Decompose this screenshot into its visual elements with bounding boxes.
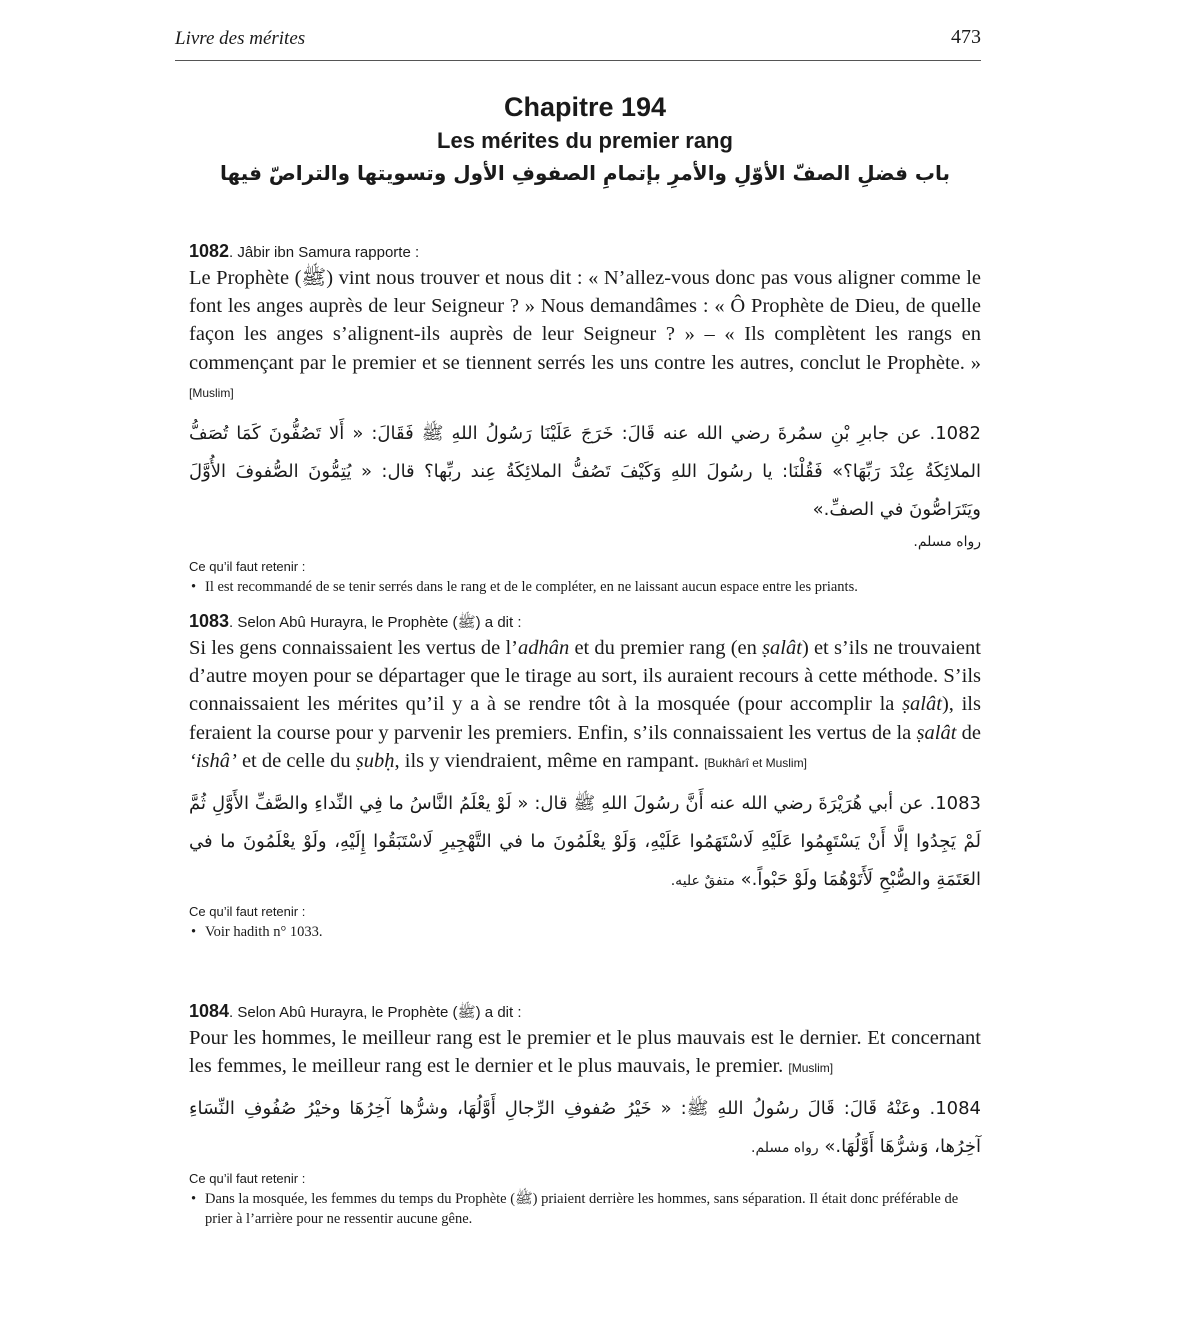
hadith-arabic-text: 1084. وعَنْهُ قَالَ: قَالَ رسُولُ اللهِ ﷺ: « خَيْرُ صُفوفِ الرِّجالِ أَوَّلُهَا، وشرُّها آخِرُهَا وخيْرُ صُفُوفِ النِّسَاءِ آخِرُها، وَشرُّهَا أَوَّلُهَا.»: [189, 1098, 981, 1158]
retain-text: Voir hadith n° 1033.: [205, 924, 323, 941]
page-number: 473: [951, 26, 981, 48]
hadith-number: 1083: [189, 611, 230, 631]
chapter-title-arabic: باب فضلِ الصفّ الأوّلِ والأمرِ بإتمامِ الصفوفِ الأول وتسويتها والتراصّ فيها: [219, 161, 951, 185]
hadith-arabic-source: رواه مسلم.: [913, 534, 981, 551]
retain-item: [189, 922, 981, 942]
text-segment: Si les gens connaissaient les vertus de l’: [189, 637, 518, 659]
term-italic: ṣubḥ: [355, 749, 395, 772]
hadith-1082: [189, 240, 981, 597]
hadith-header: [189, 1000, 981, 1024]
running-head-title: Livre des mérites: [175, 28, 306, 49]
hadith-intro: . Selon Abû Hurayra, le Prophète (ﷺ) a dit :: [229, 614, 522, 631]
hadith-text-body: Pour les hommes, le meilleur rang est le premier et le plus mauvais est le dernier. Et concernant les femmes, le meilleur rang est le dernier et le plus mauvais, le premier.: [189, 1027, 981, 1078]
hadith-text: [189, 634, 981, 777]
hadith-source: [Muslim]: [189, 385, 234, 400]
hadith-header: [189, 610, 981, 634]
hadith-arabic: [189, 1090, 981, 1167]
hadith-1083: [189, 610, 981, 942]
text-segment: et de celle du: [236, 749, 356, 772]
text-segment: ) et s’ils ne trouvaient d’autre moyen pour se départager que le tirage au sort, ils auraient recours à cette méthode. S’ils connaissaient les mérites qu’il y a à se rendre tôt à la mosquée (pour accomplir la: [189, 637, 981, 716]
hadith-arabic-text: 1083. عن أبي هُرَيْرَةَ رضي الله عنه أَنَّ رسُولَ اللهِ ﷺ قال: « لَوْ يعْلَمُ النَّاسُ ما فِي النِّداءِ والصَّفِّ الأَوَّلِ ثُمَّ لَمْ يَجِدُوا إلَّا أَنْ يَسْتَهِمُوا عَلَيْهِ لَاسْتَهَمُوا عَلَيْهِ، وَلَوْ يعْلَمُونَ ما في التَّهْجِيرِ لَاسْتَبَقُوا إِلَيْهِ، ولَوْ يعْلَمُونَ ما في العَتَمَةِ والصُّبْحِ لَأَتَوْهُمَا ولَوْ حَبْواً.»: [189, 793, 981, 891]
term-italic: adhân: [518, 637, 570, 659]
hadith-1084: [189, 1000, 981, 1229]
text-segment: et du premier rang (en: [569, 637, 763, 659]
hadith-arabic-source: متفقٌ عليه.: [670, 873, 735, 890]
hadith-intro: . Jâbir ibn Samura rapporte :: [229, 244, 420, 261]
retain-heading: Ce qu’il faut retenir :: [189, 559, 306, 575]
chapter-heading: [189, 90, 981, 190]
text-segment: , ils y viendraient, même en rampant.: [394, 749, 700, 772]
hadith-text-body: Le Prophète (ﷺ) vint nous trouver et nous dit : « N’allez-vous donc pas vous aligner comme le font les anges auprès de leur Seigneur ? » Nous demandâmes : « Ô Prophète de Dieu, de quelle façon les anges s’alignent-ils auprès de leur Seigneur ? » – « Ils complètent les rangs en commençant par le premier et se tiennent serrés les uns contre les autres, conclut le Prophète. »: [189, 267, 981, 374]
hadith-number: 1082: [189, 241, 230, 261]
retain-text: Il est recommandé de se tenir serrés dans le rang et de le compléter, en ne laissant aucun espace entre les priants.: [205, 579, 858, 596]
chapter-number: Chapitre 194: [503, 92, 667, 122]
term-italic: ṣalât: [916, 721, 957, 744]
hadith-arabic-source: رواه مسلم.: [751, 1140, 819, 1157]
term-italic: ṣalât: [762, 637, 802, 659]
text-segment: ), ils feraient la course pour y parvenir les premiers. Enfin, s’ils connaissaient les vertus de la: [189, 693, 981, 744]
bullet-icon: •: [191, 1191, 197, 1208]
hadith-number: 1084: [189, 1001, 230, 1021]
bullet-icon: •: [191, 579, 197, 596]
running-head: [175, 26, 981, 61]
hadith-intro: . Selon Abû Hurayra, le Prophète (ﷺ) a dit :: [229, 1004, 522, 1021]
hadith-arabic: [189, 785, 981, 900]
retain-heading: Ce qu’il faut retenir :: [189, 904, 306, 920]
hadith-arabic: 1082. عن جابرِ بْنِ سمُرةَ رضي الله عنه قَالَ: خَرَجَ عَلَيْنَا رَسُولُ اللهِ ﷺ فَقَالَ: « أَلا تَصُفُّونَ كَمَا تُصَفُّ الملائِكَةُ عِنْدَ رَبِّهَا؟» فَقُلْنَا: يا رسُولَ اللهِ وَكَيْفَ تَصُفُّ الملائِكَةُ عِند ربِّها؟ قال: « يُتِمُّونَ الصُّفوفَ الأُوَّلَ ويَتَرَاصُّونَ في الصفِّ.»: [189, 423, 981, 521]
retain-heading: Ce qu’il faut retenir :: [189, 1171, 306, 1187]
retain-item: [189, 577, 981, 597]
term-italic: ‘ishâ’: [189, 749, 237, 772]
retain-item: [189, 1189, 981, 1229]
retain-text: Dans la mosquée, les femmes du temps du Prophète (ﷺ) priaient derrière les hommes, sans séparation. Il était donc préférable de prier à l’arrière pour ne ressentir aucune gêne.: [205, 1191, 959, 1228]
hadith-source: [Bukhârî et Muslim]: [704, 755, 807, 770]
chapter-title: Les mérites du premier rang: [437, 128, 733, 153]
hadith-source: [Muslim]: [788, 1061, 834, 1076]
text-segment: de: [956, 721, 981, 744]
bullet-icon: •: [191, 924, 197, 941]
hadith-text: [189, 1024, 981, 1082]
term-italic: ṣalât: [902, 693, 942, 716]
hadith-header: [189, 240, 981, 264]
hadith-text: [189, 264, 981, 407]
